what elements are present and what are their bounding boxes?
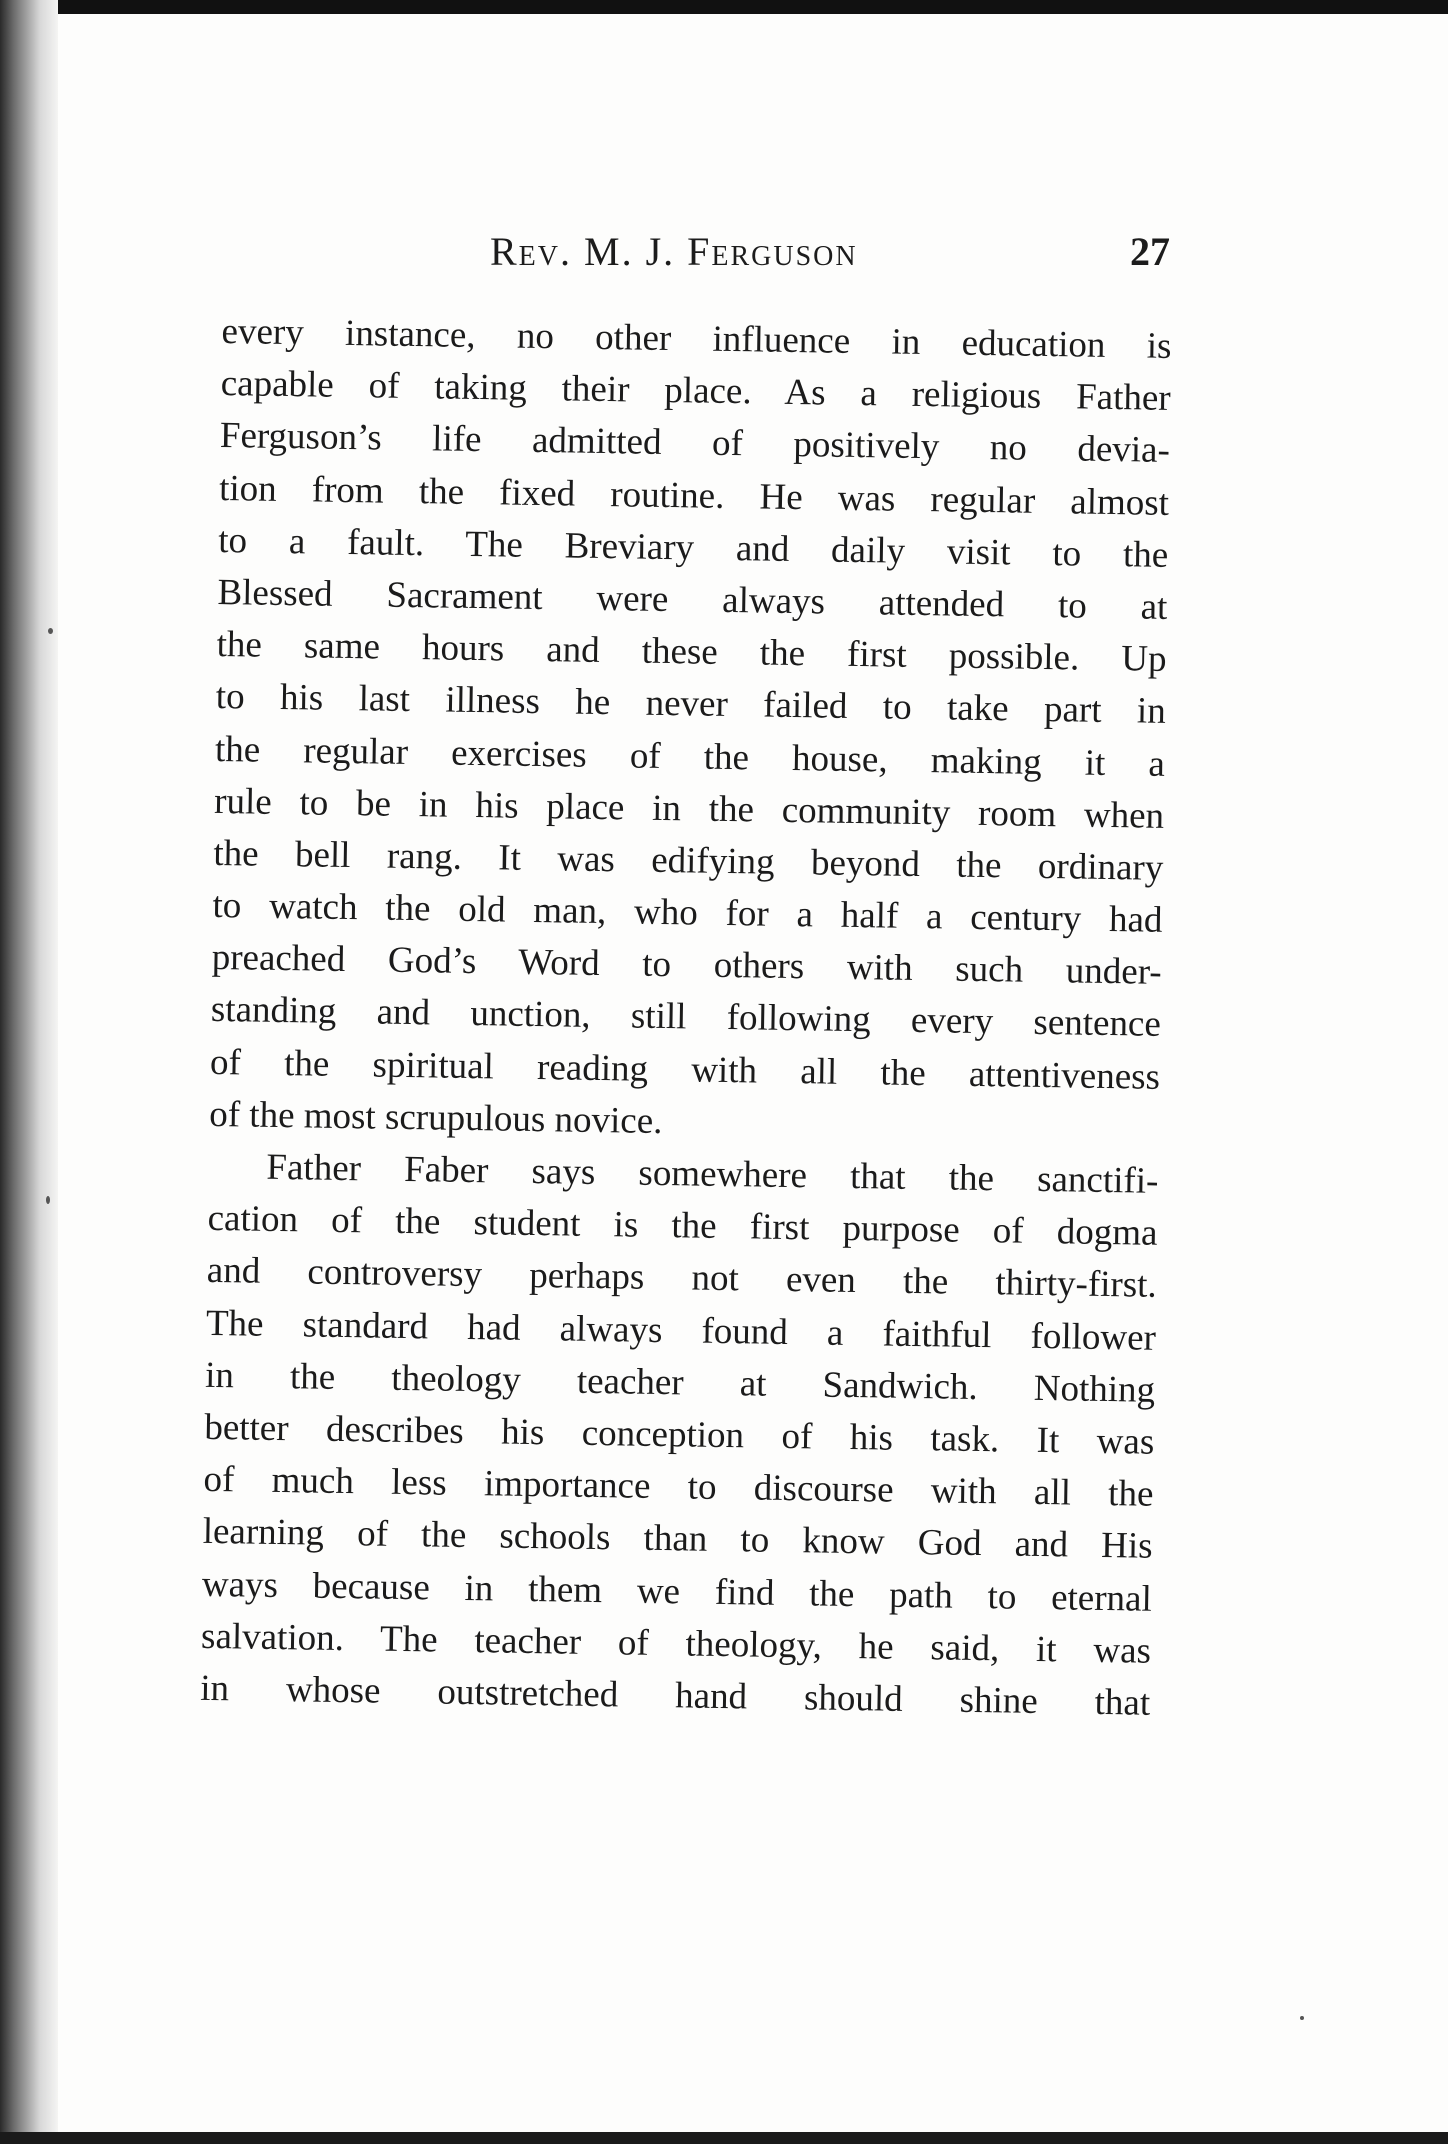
- text-line: of much less importance to discourse with all the: [203, 1458, 1154, 1515]
- text-line: Blessed Sacrament were always attended to at: [217, 571, 1168, 628]
- text-line: ways because in them we find the path to eternal: [201, 1563, 1153, 1620]
- top-scan-edge: [0, 0, 1448, 14]
- text-line: of the spiritual reading with all the attentiveness: [209, 1041, 1161, 1098]
- text-line: Ferguson’s life admitted of positively no devia-: [219, 415, 1171, 472]
- text-line: capable of taking their place. As a religious Father: [220, 363, 1171, 420]
- text-line: rule to be in his place in the community room when: [213, 780, 1165, 837]
- text-line: tion from the fixed routine. He was regular almost: [218, 467, 1170, 524]
- scan-speck: [48, 628, 53, 634]
- body-text: [200, 306, 1172, 1730]
- text-line: salvation. The teacher of theology, he said, it was: [200, 1615, 1152, 1672]
- text-line: the same hours and these the first possible. Up: [216, 624, 1167, 681]
- paragraph: [200, 1141, 1159, 1730]
- page-number: 27: [1130, 229, 1170, 274]
- text-line: in the theology teacher at Sandwich. Nothing: [204, 1354, 1156, 1411]
- text-line: cation of the student is the first purpose of dogma: [207, 1198, 1158, 1254]
- text-line: preached God’s Word to others with such under-: [211, 937, 1162, 994]
- text-line: the regular exercises of the house, making it a: [214, 728, 1166, 785]
- text-line: Father Faber says somewhere that the sanctifi-: [266, 1146, 1159, 1202]
- text-line: the bell rang. It was edifying beyond the ordinary: [213, 832, 1164, 889]
- text-line: in whose outstretched hand should shine that: [199, 1667, 1151, 1724]
- text-line: The standard had always found a faithful follower: [205, 1302, 1157, 1359]
- text-line: standing and unction, still following every sentence: [210, 989, 1162, 1046]
- scan-speck: [46, 1196, 50, 1204]
- scan-speck: [1300, 2016, 1304, 2020]
- text-line: better describes his conception of his task. It was: [204, 1406, 1155, 1463]
- running-head: Rev. M. J. Ferguson: [490, 229, 858, 274]
- text-line: and controversy perhaps not even the thirty-first.: [206, 1250, 1158, 1307]
- bottom-scan-edge: [0, 2132, 1448, 2144]
- text-line: learning of the schools than to know God and His: [202, 1511, 1153, 1568]
- book-spine-shadow: [0, 0, 58, 2144]
- paragraph: [209, 306, 1172, 1156]
- text-line: of the most scrupulous novice.: [208, 1093, 663, 1142]
- page-header: [220, 228, 1170, 288]
- text-line: to a fault. The Breviary and daily visit to the: [217, 519, 1169, 576]
- text-line: every instance, no other influence in education is: [221, 310, 1172, 367]
- text-line: to watch the old man, who for a half a century had: [212, 884, 1163, 941]
- text-line: to his last illness he never failed to take part in: [215, 676, 1167, 733]
